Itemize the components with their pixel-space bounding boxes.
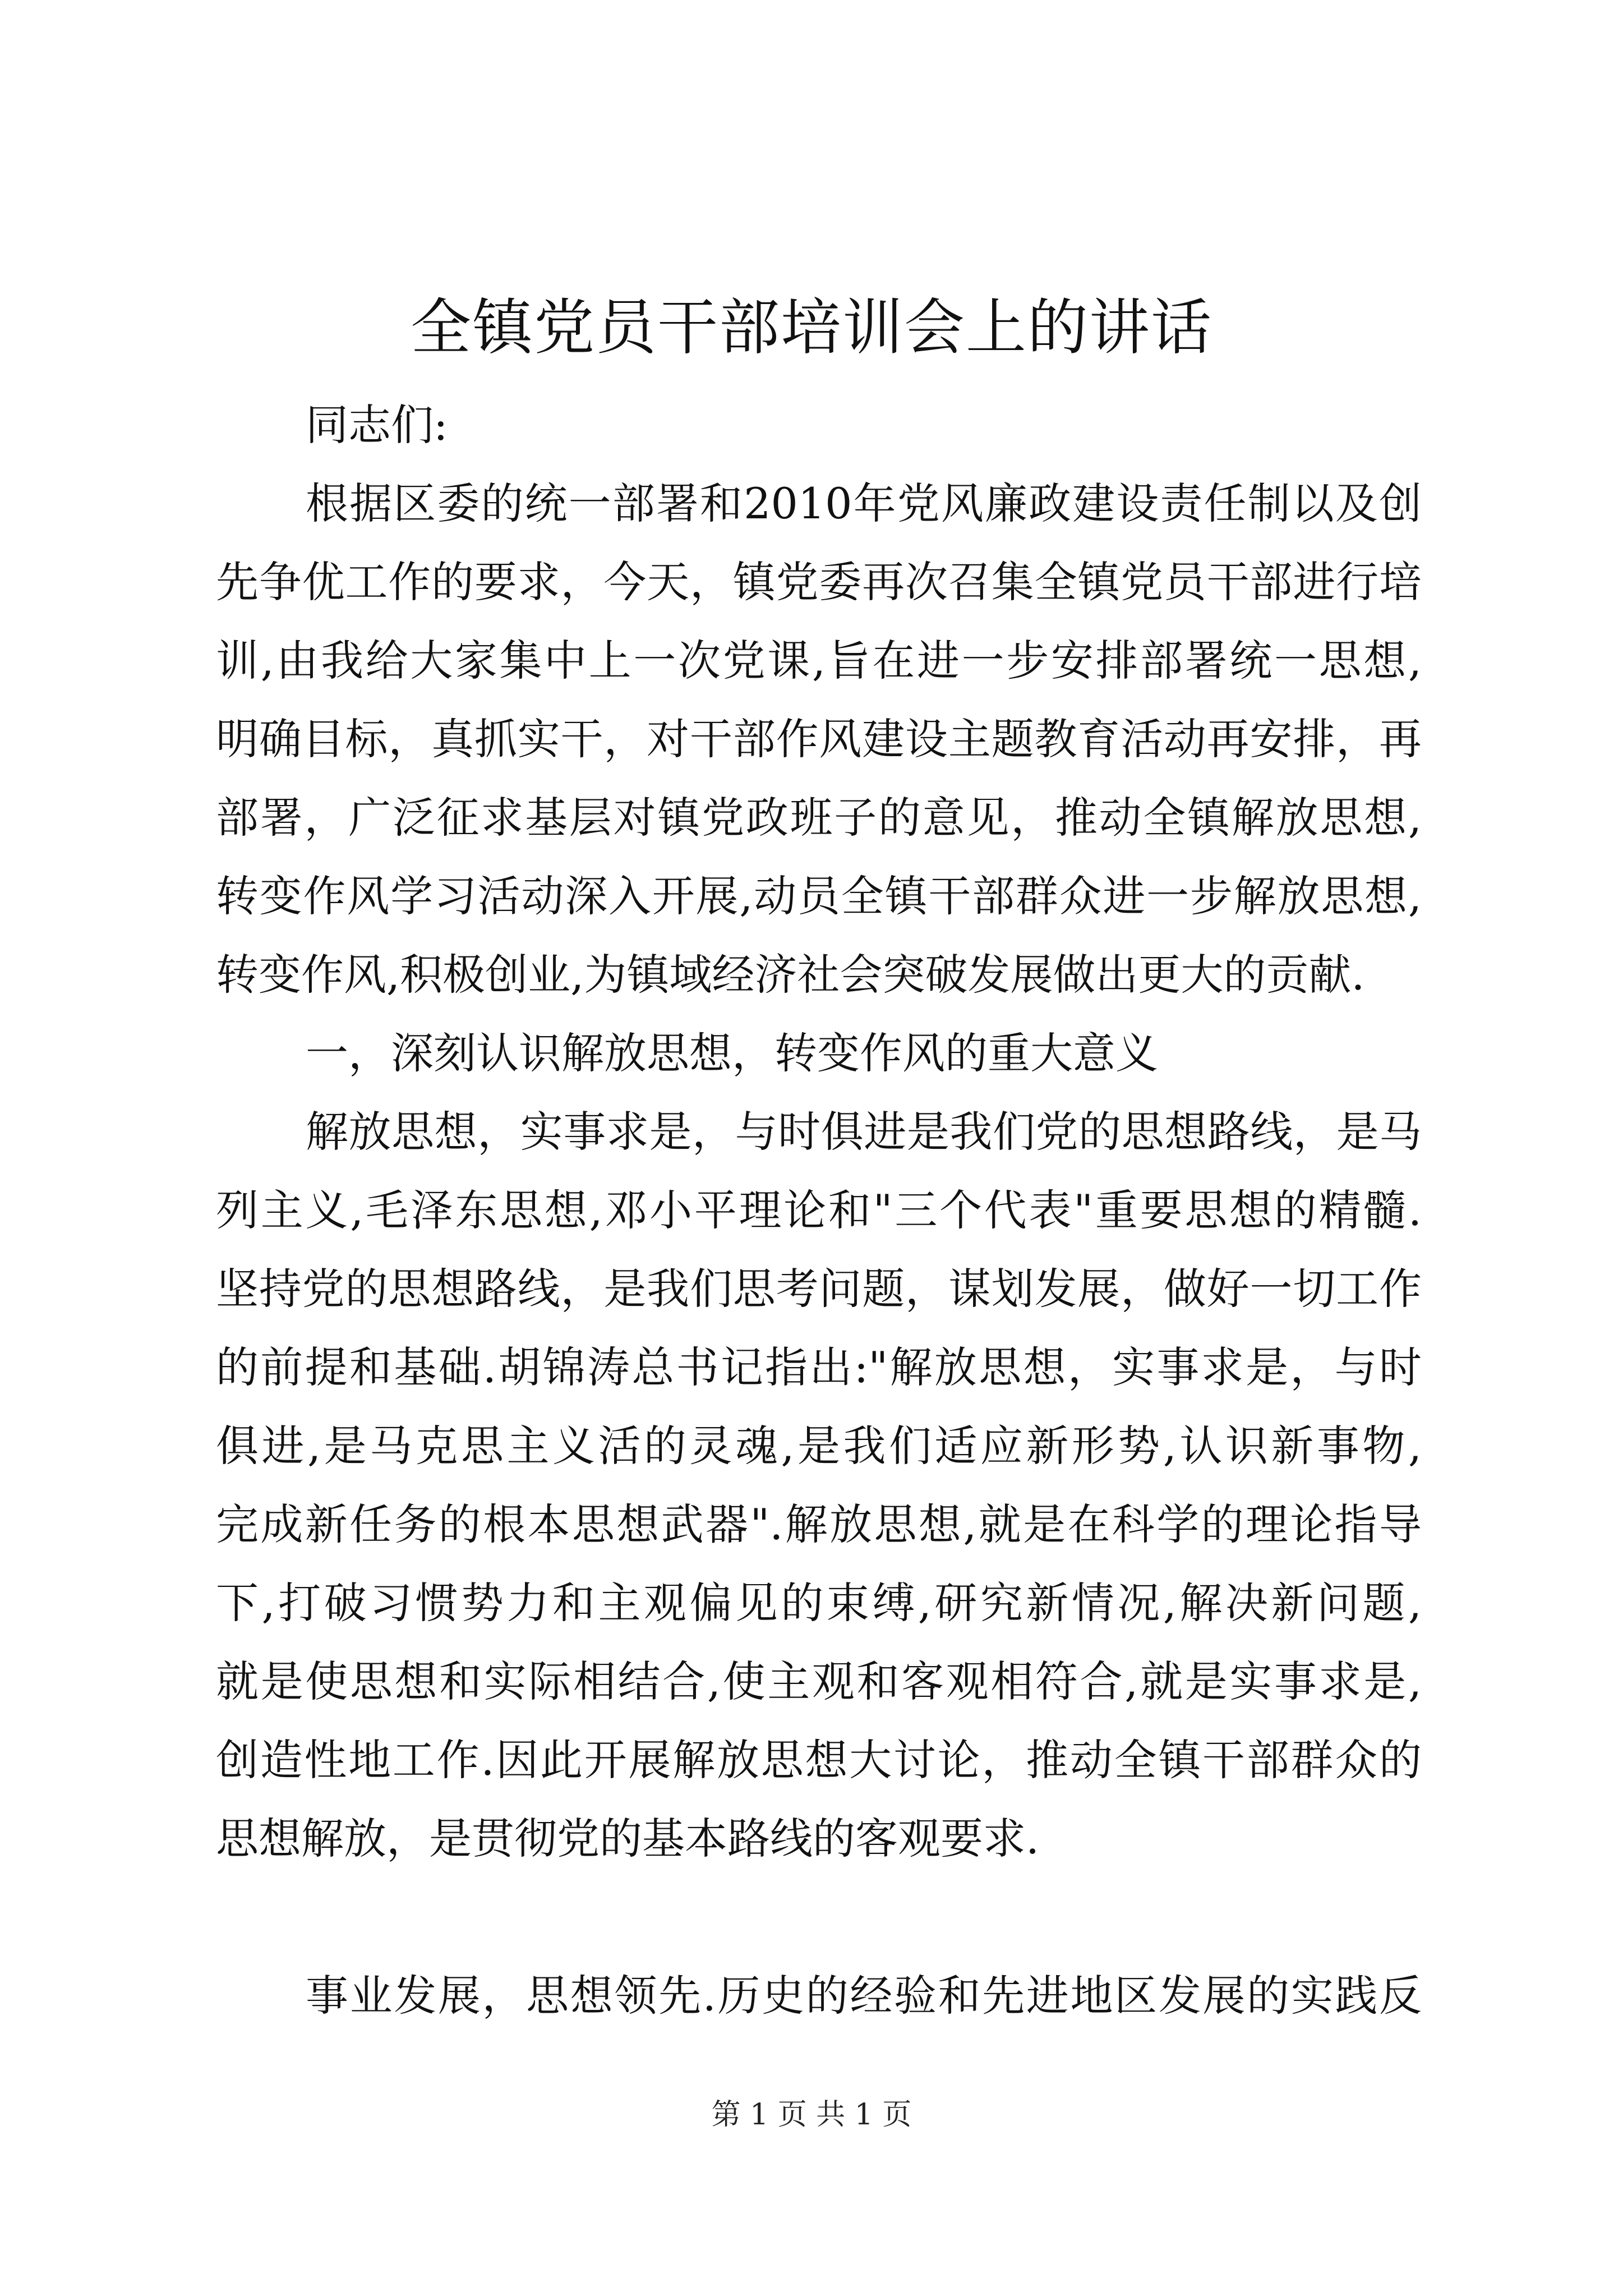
paragraph-line: 转变作风学习活动深入开展,动员全镇干部群众进一步解放思想,	[216, 871, 1422, 921]
paragraph-line: 先争优工作的要求，今天，镇党委再次召集全镇党员干部进行培	[216, 557, 1422, 607]
paragraph-line: 下,打破习惯势力和主观偏见的束缚,研究新情况,解决新问题,	[216, 1578, 1422, 1628]
paragraph-line: 转变作风,积极创业,为镇域经济社会突破发展做出更大的贡献.	[216, 950, 1365, 1000]
section-heading: 一，深刻认识解放思想，转变作风的重大意义	[306, 1028, 1158, 1078]
paragraph-line: 明确目标，真抓实干，对干部作风建设主题教育活动再安排，再	[216, 714, 1422, 764]
salutation: 同志们:	[306, 400, 448, 450]
paragraph-line: 列主义,毛泽东思想,邓小平理论和"三个代表"重要思想的精髓.	[216, 1185, 1422, 1235]
paragraph-line: 训,由我给大家集中上一次党课,旨在进一步安排部署统一思想,	[216, 636, 1422, 685]
document-title: 全镇党员干部培训会上的讲话	[410, 293, 1212, 363]
paragraph-line: 部署，广泛征求基层对镇党政班子的意见，推动全镇解放思想,	[216, 793, 1422, 843]
paragraph-line: 就是使思想和实际相结合,使主观和客观相符合,就是实事求是,	[216, 1657, 1422, 1706]
paragraph-line: 解放思想，实事求是，与时俱进是我们党的思想路线，是马	[306, 1107, 1422, 1157]
page-number-footer: 第 1 页 共 1 页	[711, 2098, 912, 2132]
paragraph-line: 事业发展，思想领先.历史的经验和先进地区发展的实践反	[306, 1971, 1422, 2021]
paragraph-line: 创造性地工作.因此开展解放思想大讨论，推动全镇干部群众的	[216, 1735, 1422, 1785]
paragraph-line: 根据区委的统一部署和2010年党风廉政建设责任制以及创	[306, 478, 1422, 528]
paragraph-line: 完成新任务的根本思想武器".解放思想,就是在科学的理论指导	[216, 1499, 1422, 1549]
paragraph-line: 思想解放，是贯彻党的基本路线的客观要求.	[216, 1814, 1040, 1864]
paragraph-line: 坚持党的思想路线，是我们思考问题，谋划发展，做好一切工作	[216, 1264, 1422, 1314]
paragraph-line: 的前提和基础.胡锦涛总书记指出:"解放思想，实事求是，与时	[216, 1342, 1422, 1392]
paragraph-line: 俱进,是马克思主义活的灵魂,是我们适应新形势,认识新事物,	[216, 1421, 1422, 1471]
